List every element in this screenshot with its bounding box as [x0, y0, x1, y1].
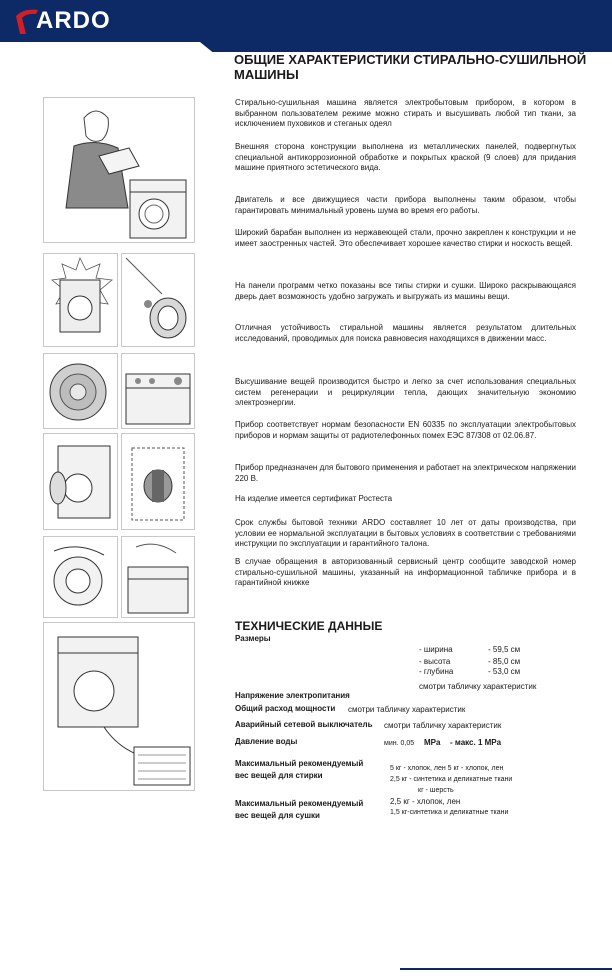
- wash-value-1: 5 кг - хлопок, лен 5 кг - хлопок, лен: [390, 765, 504, 772]
- paragraph: Внешняя сторона конструкции выполнена из металлических панелей, подвергнутых специальной антикоррозионной обработке и покрытых краской (9 слоев) для придания машине приятного эстетического вида.: [235, 142, 576, 172]
- width-label: - ширина: [419, 645, 453, 654]
- paragraph: На панели программ четко показаны все типы стирки и сушки. Широко раскрывающаяся дверь дает возможность удобно загружать и выгружать из машины вещи.: [235, 281, 576, 301]
- pressure-label: Давление воды: [235, 737, 298, 746]
- pressure-max: - макс. 1 MPa: [450, 738, 502, 747]
- paragraph: Отличная устойчивость стиральной машины является результатом длительных исследований, проводимых для поиска равновесия находящихся в движении масс.: [235, 323, 576, 343]
- paragraph: В случае обращения в авторизованный сервисный центр сообщите заводской номер стирально-сушильной машины, указанный на информационной табличке прибора и в гарантийной книжке: [235, 557, 576, 587]
- dimensions-label: Размеры: [235, 634, 271, 643]
- wash-label-line2: вес вещей для стирки: [235, 771, 323, 780]
- wash-value-3: кг - шерсть: [418, 787, 454, 794]
- width-value: - 59,5 см: [488, 645, 521, 654]
- dry-value-2: 1,5 кг-синтетика и деликатные ткани: [390, 809, 509, 816]
- see-table-note: смотри табличку характеристик: [419, 682, 537, 691]
- wash-label-line1: Максимальный рекомендуемый: [235, 759, 364, 768]
- voltage-label: Напряжение электропитания: [235, 691, 350, 700]
- paragraph: Высушивание вещей производится быстро и легко за счет использования специальных систем регенерации и рециркуляции тепла, дающих значительную экономию электроэнергии.: [235, 377, 576, 407]
- paragraph: На изделие имеется сертификат Ростеста: [235, 494, 393, 503]
- noise-insulated-washer-illustration: [43, 253, 118, 347]
- paragraph: Стирально-сушильная машина является электробытовым прибором, в котором в выбранном пользователем режиме можно стирать и высушивать любой тип ткани, за исключением пуховиков и стеганых одеял: [235, 98, 576, 128]
- rating-plate-illustration: [43, 622, 195, 791]
- wash-value-2: 2,5 кг - синтетика и деликатные ткани: [390, 776, 513, 783]
- switch-value: смотри табличку характеристик: [384, 721, 502, 730]
- tech-title: ТЕХНИЧЕСКИЕ ДАННЫЕ: [235, 619, 383, 633]
- header-bar: [0, 0, 612, 42]
- logo-text: ARDO: [36, 7, 111, 34]
- paragraph: Широкий барабан выполнен из нержавеющей стали, прочно закреплен к конструкции и не имеет заостренных частей. Это обеспечивает хорошее качество стирки и носкость вещей.: [235, 228, 576, 248]
- depth-value: - 53,0 см: [488, 667, 521, 676]
- stability-illustration: [121, 433, 195, 530]
- open-door-illustration: [43, 433, 118, 530]
- pressure-min: мин. 0,05: [384, 740, 415, 747]
- page-title: ОБЩИЕ ХАРАКТЕРИСТИКИ СТИРАЛЬНО-СУШИЛЬНОЙ МАШИНЫ: [234, 52, 587, 82]
- dry-label-line1: Максимальный рекомендуемый: [235, 799, 364, 808]
- paragraph: Двигатель и все движущиеся части прибора выполнены таким образом, чтобы гарантировать минимальный уровень шума во время его работы.: [235, 195, 576, 215]
- pressure-min-unit: MPa: [424, 738, 441, 747]
- paragraph: Прибор предназначен для бытового применения и работает на электрическом напряжении 220 В.: [235, 463, 576, 483]
- power-value: смотри табличку характеристик: [348, 705, 466, 714]
- footer-line: [400, 968, 612, 970]
- dry-value-1: 2,5 кг - хлопок, лен: [390, 797, 461, 806]
- height-value: - 85,0 см: [488, 657, 521, 666]
- height-label: - высота: [419, 657, 451, 666]
- paragraph: Срок службы бытовой техники ARDO составляет 10 лет от даты производства, при условии ее нормальной эксплуатации в бытовых условиях в соответствии с требованиями инструкции по эксплуатации и гарантийного талона.: [235, 518, 576, 548]
- header-strip: [200, 42, 612, 52]
- depth-label: - глубина: [419, 667, 454, 676]
- woman-with-washer-illustration: [43, 97, 195, 243]
- drum-detail-illustration: [43, 353, 118, 429]
- paragraph: Прибор соответствует нормам безопасности EN 60335 по эксплуатации электробытовых приборов и нормам защиты от радиотелефонных помех ЕЭС 87/308 от 02.06.87.: [235, 420, 576, 440]
- machine-top-view-illustration: [121, 536, 195, 618]
- drum-illustration: [121, 253, 195, 347]
- power-label: Общий расход мощности: [235, 704, 336, 713]
- control-panel-illustration: [121, 353, 195, 429]
- switch-label: Аварийный сетевой выключатель: [235, 720, 373, 729]
- dry-label-line2: вес вещей для сушки: [235, 811, 320, 820]
- heat-recirculation-illustration: [43, 536, 118, 618]
